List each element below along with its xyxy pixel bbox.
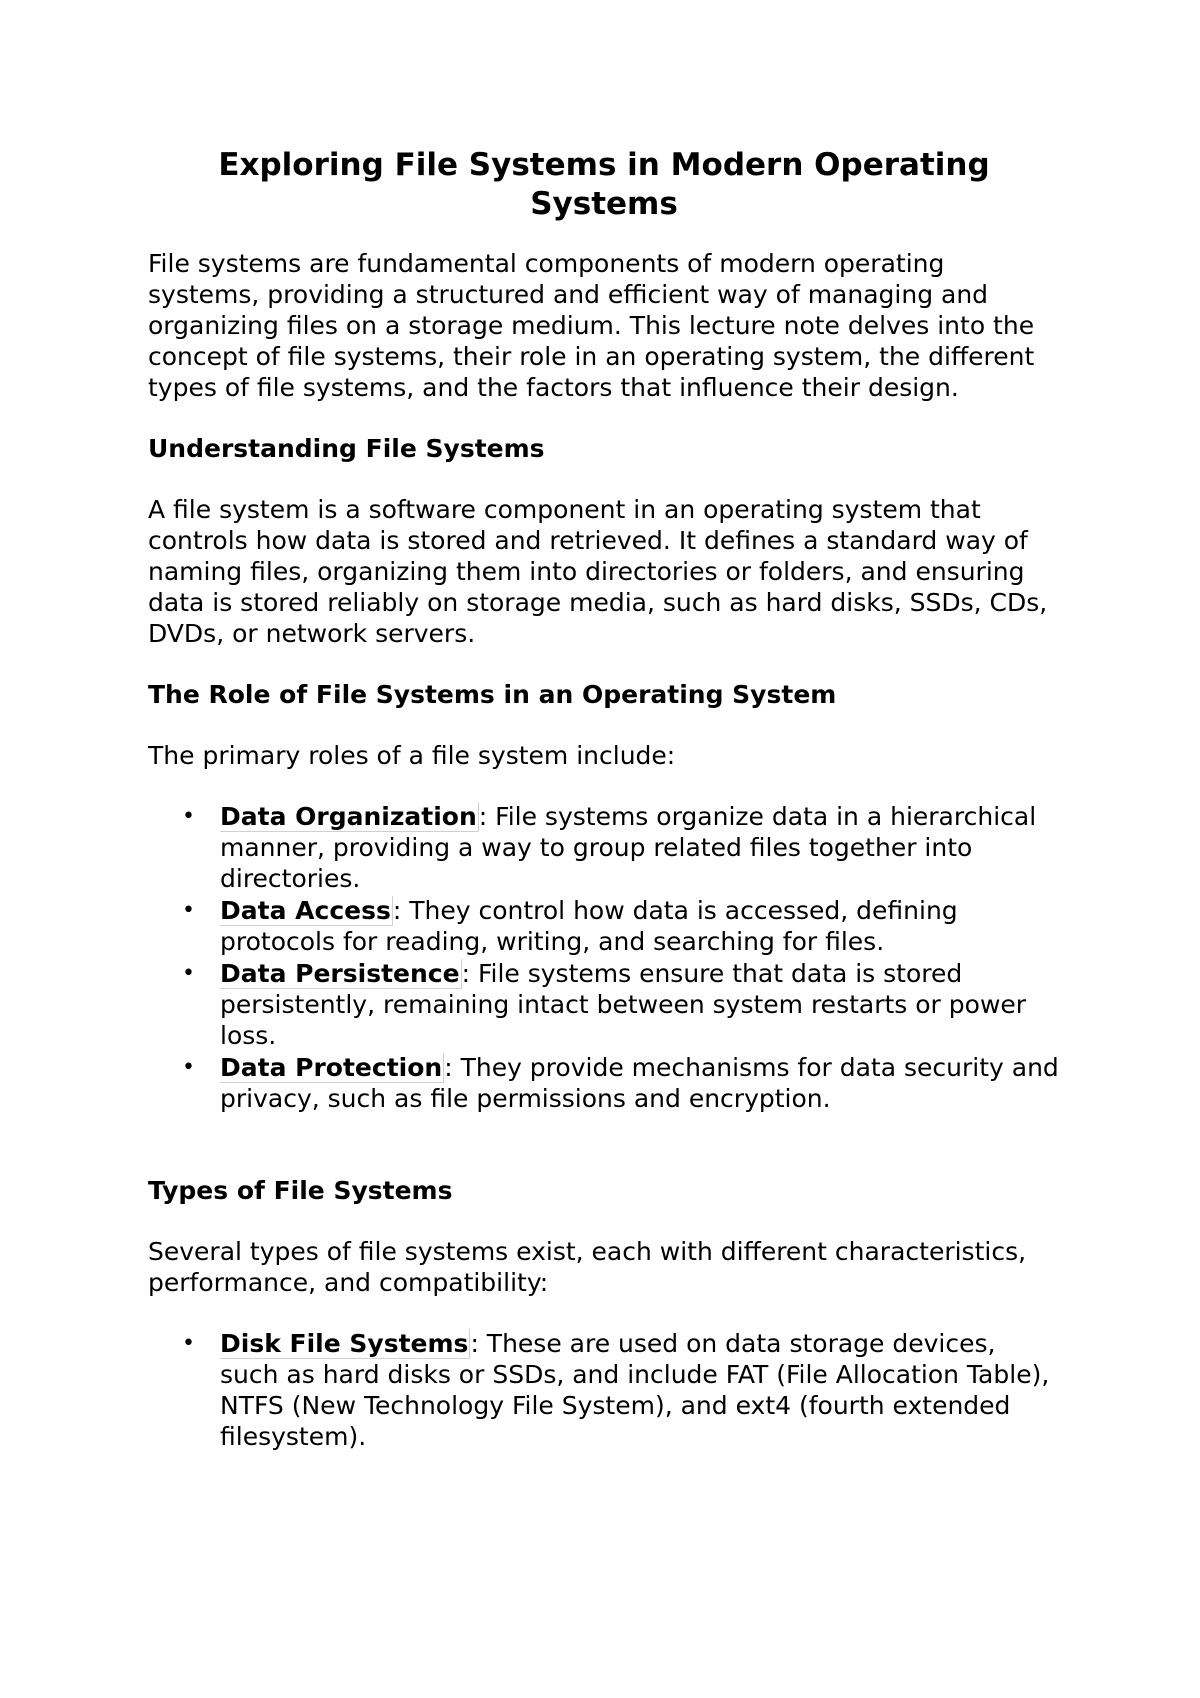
intro-paragraph: File systems are fundamental components of modern operating systems, providing a structured and efficient way of managing and organizing files on a storage medium. This lecture note delves into the concept of file systems, their role in an operating system, the different types of file systems, and the factors that influence their design.	[148, 249, 1035, 402]
list-item	[148, 1052, 1060, 1114]
bullet-icon: •	[182, 1055, 195, 1080]
list-item	[148, 895, 1060, 957]
bullet-icon: •	[182, 898, 195, 923]
list-item-term: Data Access	[220, 896, 391, 925]
document-title: Exploring File Systems in Modern Operating Systems	[218, 147, 990, 222]
bullet-icon: •	[182, 961, 195, 986]
bullet-icon: •	[182, 1331, 195, 1356]
list-item-term: Disk File Systems	[220, 1329, 469, 1358]
list-item-text: : They provide mechanisms for data security and privacy, such as file permissions and encryption.	[220, 1053, 1059, 1113]
bullet-icon: •	[182, 804, 195, 829]
section-heading-types: Types of File Systems	[148, 1176, 453, 1205]
section-paragraph-types: Several types of file systems exist, each with different characteristics, performance, and compatibility:	[148, 1237, 1027, 1297]
list-item	[148, 1328, 1060, 1452]
list-item-text: : File systems ensure that data is stored persistently, remaining intact between system restarts or power loss.	[220, 959, 1027, 1050]
list-item-text: : File systems organize data in a hierarchical manner, providing a way to group related files together into directories.	[220, 802, 1037, 893]
section-heading-understanding: Understanding File Systems	[148, 434, 545, 463]
section-paragraph-role: The primary roles of a file system include:	[148, 741, 676, 770]
list-item-term: Data Persistence	[220, 959, 460, 988]
document-page	[148, 146, 1060, 1453]
list-item	[148, 801, 1060, 894]
list-item-text: : They control how data is accessed, defining protocols for reading, writing, and searching for files.	[220, 896, 958, 956]
role-list	[148, 801, 1060, 1114]
list-item-text: : These are used on data storage devices, such as hard disks or SSDs, and include FAT (File Allocation Table), NTFS (New Technology File System), and ext4 (fourth extended filesystem).	[220, 1329, 1050, 1451]
types-list	[148, 1328, 1060, 1452]
list-item-term: Data Organization	[220, 802, 477, 831]
list-item	[148, 958, 1060, 1051]
section-paragraph-understanding: A file system is a software component in an operating system that controls how data is stored and retrieved. It defines a standard way of naming files, organizing them into directories or folders, and ensuring data is stored reliably on storage media, such as hard disks, SSDs, CDs, DVDs, or network servers.	[148, 495, 1048, 648]
list-item-term: Data Protection	[220, 1053, 443, 1082]
section-heading-role: The Role of File Systems in an Operating System	[148, 680, 837, 709]
